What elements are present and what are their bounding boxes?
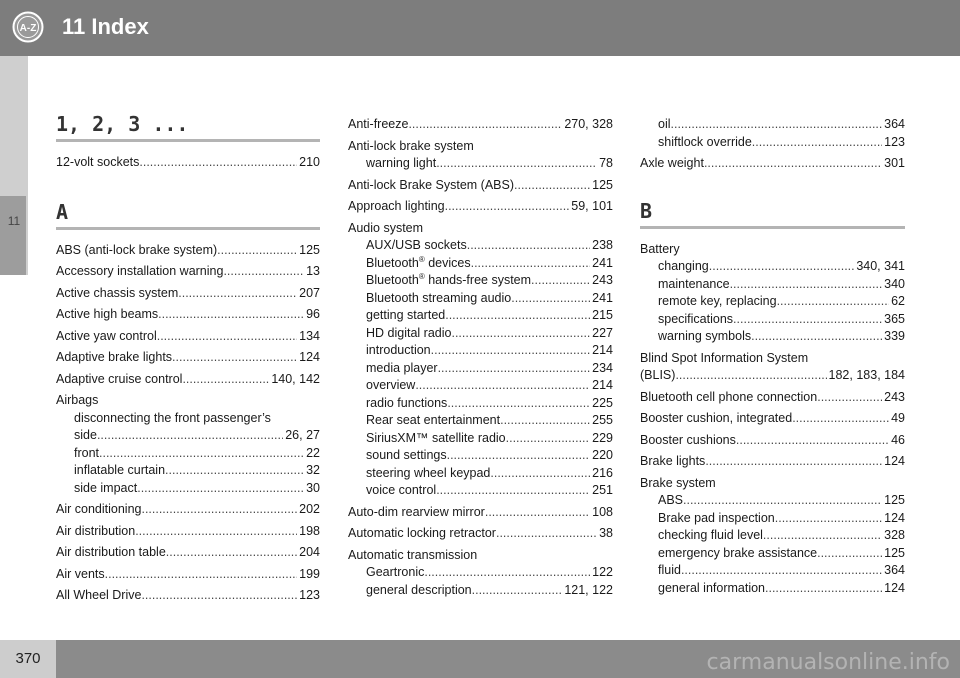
index-entry: Air distribution ..... 198 — [56, 523, 320, 541]
index-subentry-text: disconnecting the front passenger’s — [74, 410, 271, 425]
index-subentry: specifications ..... 365 — [640, 311, 905, 329]
index-entry: Air vents ..... 199 — [56, 566, 320, 584]
index-entry: Air conditioning ..... 202 — [56, 501, 320, 519]
index-subentry: Bluetooth® devices ..... 241 — [348, 255, 613, 273]
index-subentry: warning light ..... 78 — [348, 155, 613, 173]
index-entry: Active chassis system ..... 207 — [56, 285, 320, 303]
index-column-2 — [348, 116, 613, 599]
index-subentry: AUX/USB sockets ..... 238 — [348, 237, 613, 255]
a-z-index-icon — [12, 11, 44, 43]
index-subentry: Geartronic ..... 122 — [348, 564, 613, 582]
index-group-title: Airbags — [56, 393, 99, 407]
index-entry: Axle weight ..... 301 — [640, 155, 905, 173]
index-entry: Accessory installation warning ..... 13 — [56, 263, 320, 281]
index-column-1 — [56, 112, 320, 605]
index-group-title: Automatic transmission — [348, 547, 478, 562]
index-group-title: Blind Spot Information System — [640, 350, 809, 365]
page-number: 370 — [15, 650, 41, 667]
index-group-title: Brake system — [640, 475, 716, 490]
index-entry: Air distribution table ..... 204 — [56, 544, 320, 562]
index-subentry: Brake pad inspection ..... 124 — [640, 510, 905, 528]
index-subentry: voice control ..... 251 — [348, 482, 613, 500]
index-subentry: emergency brake assistance ..... 125 — [640, 545, 905, 563]
index-subentry: shiftlock override ..... 123 — [640, 134, 905, 152]
index-subentry: remote key, replacing ..... 62 — [640, 293, 905, 311]
logo-text: A-Z — [19, 23, 37, 34]
index-subentry: introduction ..... 214 — [348, 342, 613, 360]
chapter-tab-label: 11 — [7, 214, 21, 228]
section-rule — [56, 227, 320, 230]
index-subentry: getting started ..... 215 — [348, 307, 613, 325]
index-entry: ABS (anti-lock brake system) ..... 125 — [56, 242, 320, 260]
index-entry: Active high beams ..... 96 — [56, 306, 320, 324]
section-rule — [56, 139, 320, 142]
index-subentry: Bluetooth streaming audio ..... 241 — [348, 290, 613, 308]
index-entry: Automatic locking retractor ..... 38 — [348, 525, 613, 543]
index-subentry: side impact ..... 30 — [56, 480, 320, 498]
index-subentry: inflatable curtain ..... 32 — [56, 462, 320, 480]
index-subentry: sound settings ..... 220 — [348, 447, 613, 465]
index-subentry: overview ..... 214 — [348, 377, 613, 395]
index-subentry: changing ..... 340, 341 — [640, 258, 905, 276]
index-entry: Adaptive brake lights ..... 124 — [56, 349, 320, 367]
index-subentry: Rear seat entertainment ..... 255 — [348, 412, 613, 430]
index-subentry: side ..... 26, 27 — [56, 427, 320, 445]
index-group-title: Battery — [640, 241, 680, 256]
section-heading-a: A — [56, 199, 69, 224]
index-entry: Anti-freeze ..... 270, 328 — [348, 116, 613, 134]
index-group-title: Audio system — [348, 220, 424, 235]
chapter-title: 11 Index — [62, 14, 149, 39]
index-column-3 — [640, 116, 905, 597]
index-entry: Booster cushion, integrated ..... 49 — [640, 410, 905, 428]
section-rule — [640, 226, 905, 229]
section-heading-b: B — [640, 198, 653, 223]
index-entry: 12-volt sockets ..... 210 — [56, 154, 320, 172]
index-subentry: media player ..... 234 — [348, 360, 613, 378]
index-subentry: SiriusXM™ satellite radio ..... 229 — [348, 430, 613, 448]
index-entry: Brake lights ..... 124 — [640, 453, 905, 471]
index-entry: Anti-lock Brake System (ABS) ..... 125 — [348, 177, 613, 195]
index-subentry: radio functions ..... 225 — [348, 395, 613, 413]
index-subentry: front ..... 22 — [56, 445, 320, 463]
index-entry: (BLIS) ..... 182, 183, 184 — [640, 367, 905, 385]
index-subentry: fluid ..... 364 — [640, 562, 905, 580]
index-entry: Adaptive cruise control ..... 140, 142 — [56, 371, 320, 389]
index-entry: Active yaw control ..... 134 — [56, 328, 320, 346]
watermark: carmanualsonline.info — [706, 650, 950, 675]
index-entry: All Wheel Drive ..... 123 — [56, 587, 320, 605]
index-subentry: maintenance ..... 340 — [640, 276, 905, 294]
index-entry: Booster cushions ..... 46 — [640, 432, 905, 450]
index-subentry: steering wheel keypad ..... 216 — [348, 465, 613, 483]
index-entry: Auto-dim rearview mirror ..... 108 — [348, 504, 613, 522]
chapter-tab — [0, 196, 26, 275]
page-header — [0, 0, 960, 56]
index-entry: Bluetooth cell phone connection ..... 243 — [640, 389, 905, 407]
index-subentry: oil ..... 364 — [640, 116, 905, 134]
index-group-title: Anti-lock brake system — [348, 138, 474, 153]
index-subentry: general description ..... 121, 122 — [348, 582, 613, 600]
index-subentry: general information ..... 124 — [640, 580, 905, 598]
index-subentry: ABS ..... 125 — [640, 492, 905, 510]
index-subentry: Bluetooth® hands-free system ..... 243 — [348, 272, 613, 290]
index-subentry: HD digital radio ..... 227 — [348, 325, 613, 343]
index-subentry: checking fluid level ..... 328 — [640, 527, 905, 545]
index-entry: Approach lighting ..... 59, 101 — [348, 198, 613, 216]
section-heading-123: 1, 2, 3 ... — [56, 112, 189, 136]
index-subentry: warning symbols ..... 339 — [640, 328, 905, 346]
